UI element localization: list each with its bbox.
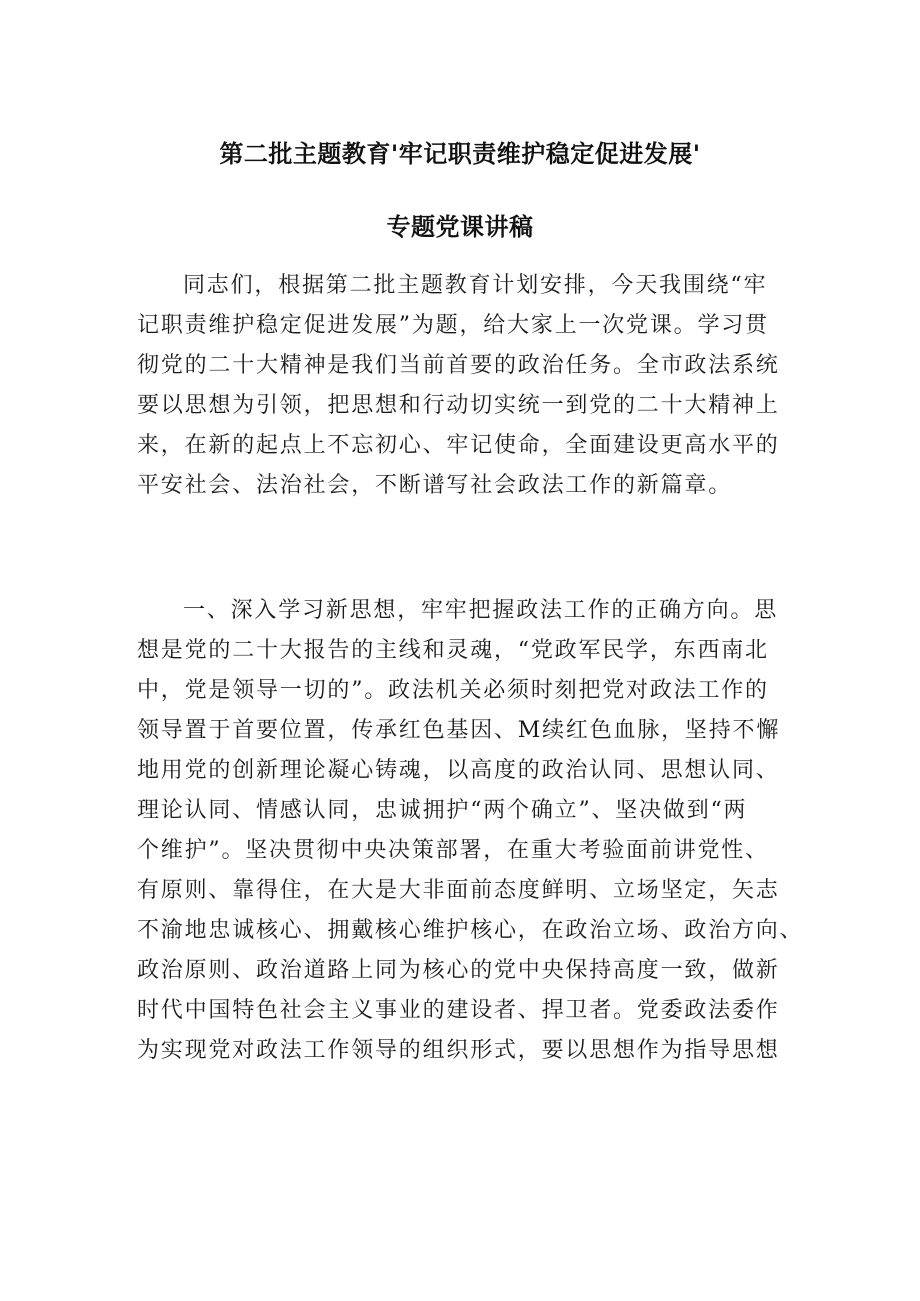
paragraph-intro bbox=[137, 266, 780, 506]
paragraph-line: 来，在新的起点上不忘初心、牢记使命，全面建设更高水平的 bbox=[137, 433, 780, 458]
paragraph-line: 时代中国特色社会主义事业的建设者、捍卫者。党委政法委作 bbox=[137, 998, 780, 1023]
paragraph-line: 不渝地忠诚核心、拥戴核心维护核心，在政治立场、政治方向、 bbox=[137, 918, 804, 943]
document-title-line-1: 第二批主题教育'牢记职责维护稳定促进发展' bbox=[219, 140, 701, 168]
document-title-line-2: 专题党课讲稿 bbox=[386, 213, 534, 241]
paragraph-line: 彻党的二十大精神是我们当前首要的政治任务。全市政法系统 bbox=[137, 353, 780, 378]
paragraph-line: 地用党的创新理论凝心铸魂，以高度的政治认同、思想认同、 bbox=[137, 758, 780, 783]
paragraph-line: 政治原则、政治道路上同为核心的党中央保持高度一致，做新 bbox=[137, 958, 780, 983]
paragraph-line: 领导置于首要位置，传承红色基因、M续红色血脉，坚持不懈 bbox=[137, 718, 781, 743]
paragraph-line: 中，党是领导一切的”。政法机关必须时刻把党对政法工作的 bbox=[137, 678, 769, 703]
paragraph-line: 平安社会、法治社会，不断谱写社会政法工作的新篇章。 bbox=[137, 473, 733, 498]
paragraph-line: 记职责维护稳定促进发展”为题，给大家上一次党课。学习贯 bbox=[137, 313, 769, 338]
paragraph-line: 个维护”。坚决贯彻中央决策部署，在重大考验面前讲党性、 bbox=[137, 838, 769, 863]
paragraph-line: 一、深入学习新思想，牢牢把握政法工作的正确方向。思 bbox=[183, 598, 779, 623]
paragraph-line: 要以思想为引领，把思想和行动切实统一到党的二十大精神上 bbox=[137, 393, 780, 418]
paragraph-section-one bbox=[137, 591, 804, 1071]
paragraph-line: 有原则、靠得住，在大是大非面前态度鲜明、立场坚定，矢志 bbox=[137, 878, 780, 903]
paragraph-line: 理论认同、情感认同，忠诚拥护“两个确立”、坚决做到“两 bbox=[137, 798, 748, 823]
paragraph-line: 为实现党对政法工作领导的组织形式，要以思想作为指导思想 bbox=[137, 1038, 780, 1063]
paragraph-line: 想是党的二十大报告的主线和灵魂，“党政军民学，东西南北 bbox=[137, 638, 769, 663]
paragraph-line: 同志们，根据第二批主题教育计划安排，今天我围绕“牢 bbox=[183, 273, 768, 298]
